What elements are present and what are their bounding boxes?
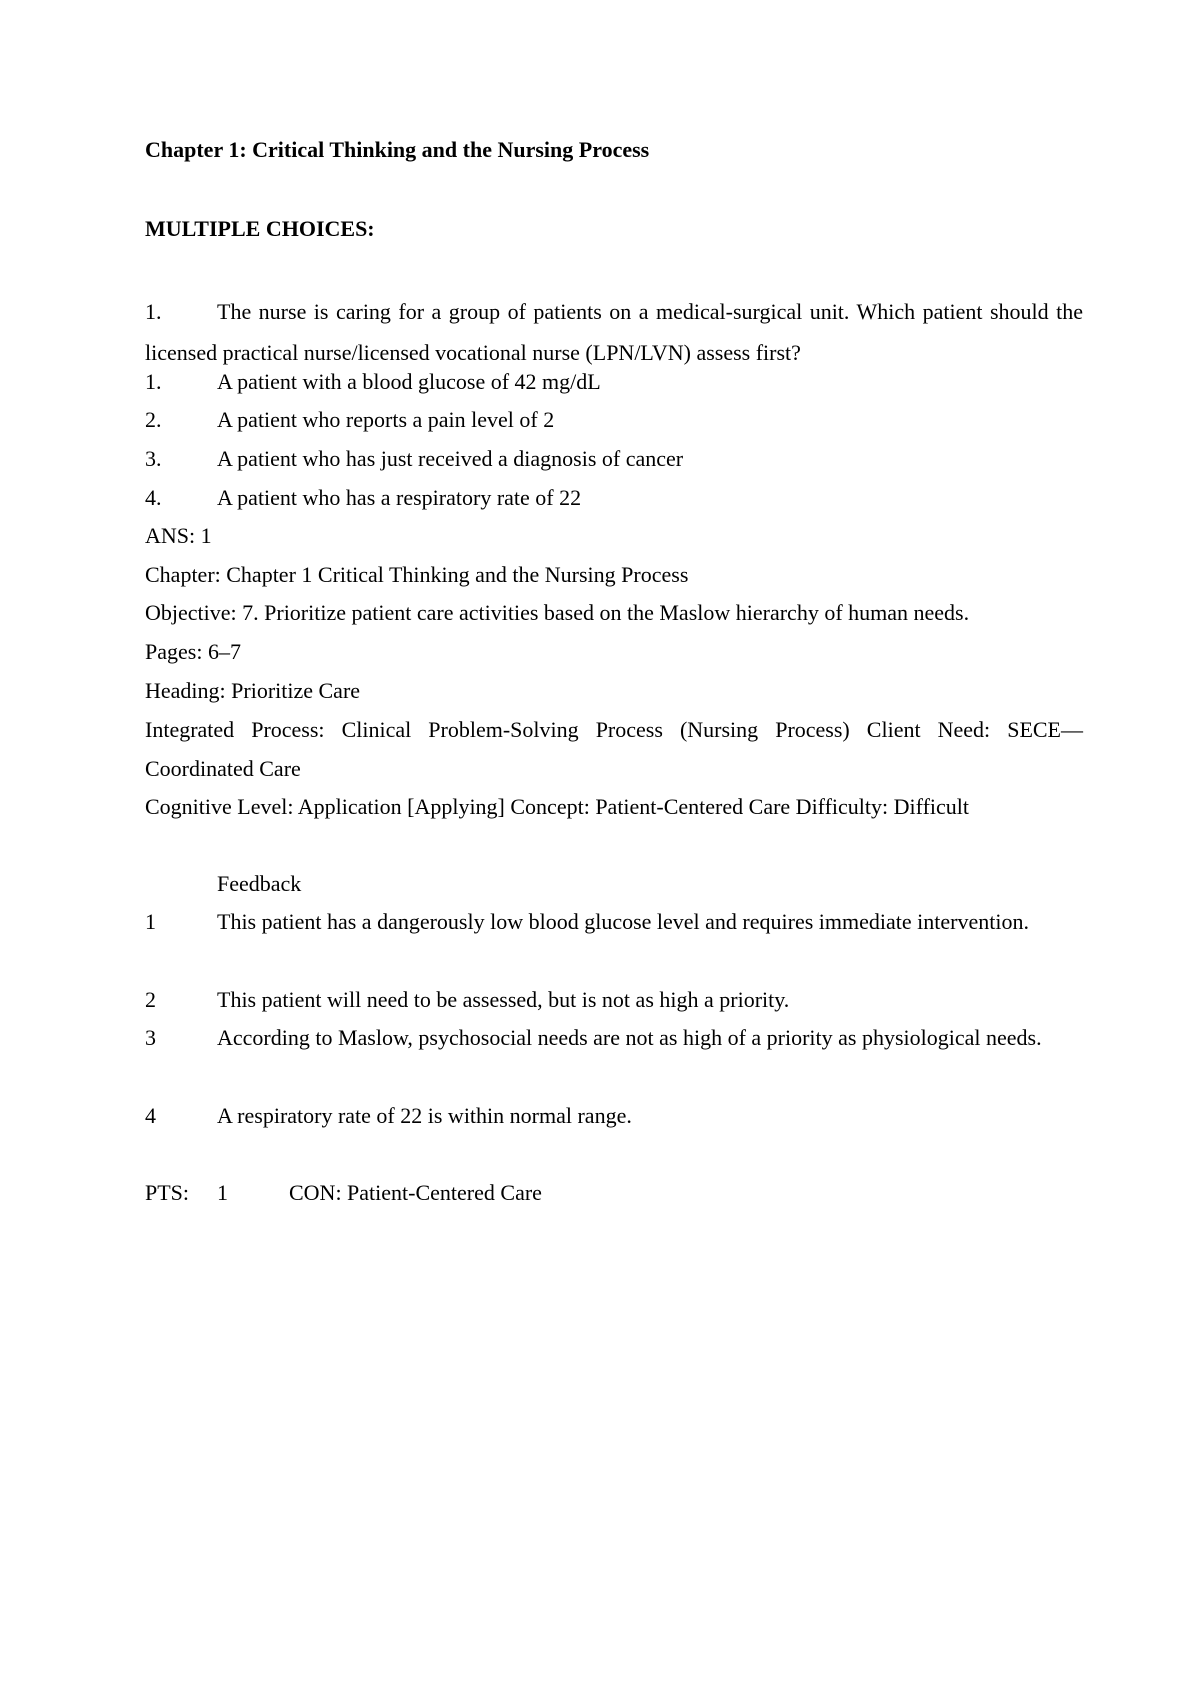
answer-line: ANS: 1	[145, 523, 212, 548]
option-item	[145, 368, 601, 396]
option-text: A patient who reports a pain level of 2	[217, 407, 555, 432]
meta-pages: Pages: 6–7	[145, 639, 241, 664]
feedback-text: According to Maslow, psychosocial needs are not as high of a priority as physiological needs.	[217, 1025, 1042, 1050]
option-number: 1.	[145, 369, 162, 394]
pts-value: 1	[217, 1180, 228, 1205]
question-stem	[145, 291, 1083, 373]
option-number: 4.	[145, 485, 162, 510]
pts-label: PTS:	[145, 1180, 190, 1205]
con-text: CON: Patient-Centered Care	[289, 1180, 542, 1205]
feedback-item	[145, 1018, 1083, 1057]
option-item	[145, 406, 554, 434]
feedback-item	[145, 1102, 632, 1130]
feedback-text: This patient will need to be assessed, but is not as high a priority.	[217, 987, 790, 1012]
feedback-item	[145, 902, 1083, 941]
option-number: 3.	[145, 446, 162, 471]
chapter-title: Chapter 1: Critical Thinking and the Nursing Process	[145, 137, 650, 162]
feedback-number: 3	[145, 1025, 156, 1050]
feedback-text: This patient has a dangerously low blood glucose level and requires immediate intervention.	[217, 909, 1029, 934]
option-text: A patient who has a respiratory rate of 22	[217, 485, 582, 510]
meta-chapter: Chapter: Chapter 1 Critical Thinking and the Nursing Process	[145, 562, 689, 587]
meta-integrated-process: Integrated Process: Clinical Problem-Solving Process (Nursing Process) Client Need: SECE—Coordinated Care	[145, 717, 1083, 781]
feedback-number: 4	[145, 1103, 156, 1128]
option-text: A patient who has just received a diagnosis of cancer	[217, 446, 684, 471]
meta-cognitive-level: Cognitive Level: Application [Applying] Concept: Patient-Centered Care Difficulty: Difficult	[145, 794, 970, 819]
option-text: A patient with a blood glucose of 42 mg/dL	[217, 369, 601, 394]
feedback-heading: Feedback	[217, 871, 302, 896]
meta-objective: Objective: 7. Prioritize patient care activities based on the Maslow hierarchy of human needs.	[145, 600, 970, 625]
pts-con-line	[145, 1179, 542, 1207]
option-item	[145, 484, 581, 512]
option-item	[145, 445, 683, 473]
option-number: 2.	[145, 407, 162, 432]
document-page	[145, 0, 1083, 1684]
question-number: 1.	[145, 299, 162, 324]
question-text: The nurse is caring for a group of patients on a medical-surgical unit. Which patient should the licensed practical nurse/licensed vocational nurse (LPN/LVN) assess first?	[145, 299, 1083, 365]
feedback-item	[145, 986, 789, 1014]
meta-heading: Heading: Prioritize Care	[145, 678, 361, 703]
feedback-number: 1	[145, 909, 156, 934]
feedback-text: A respiratory rate of 22 is within normal range.	[217, 1103, 632, 1128]
section-heading: MULTIPLE CHOICES:	[145, 216, 375, 241]
feedback-number: 2	[145, 987, 156, 1012]
